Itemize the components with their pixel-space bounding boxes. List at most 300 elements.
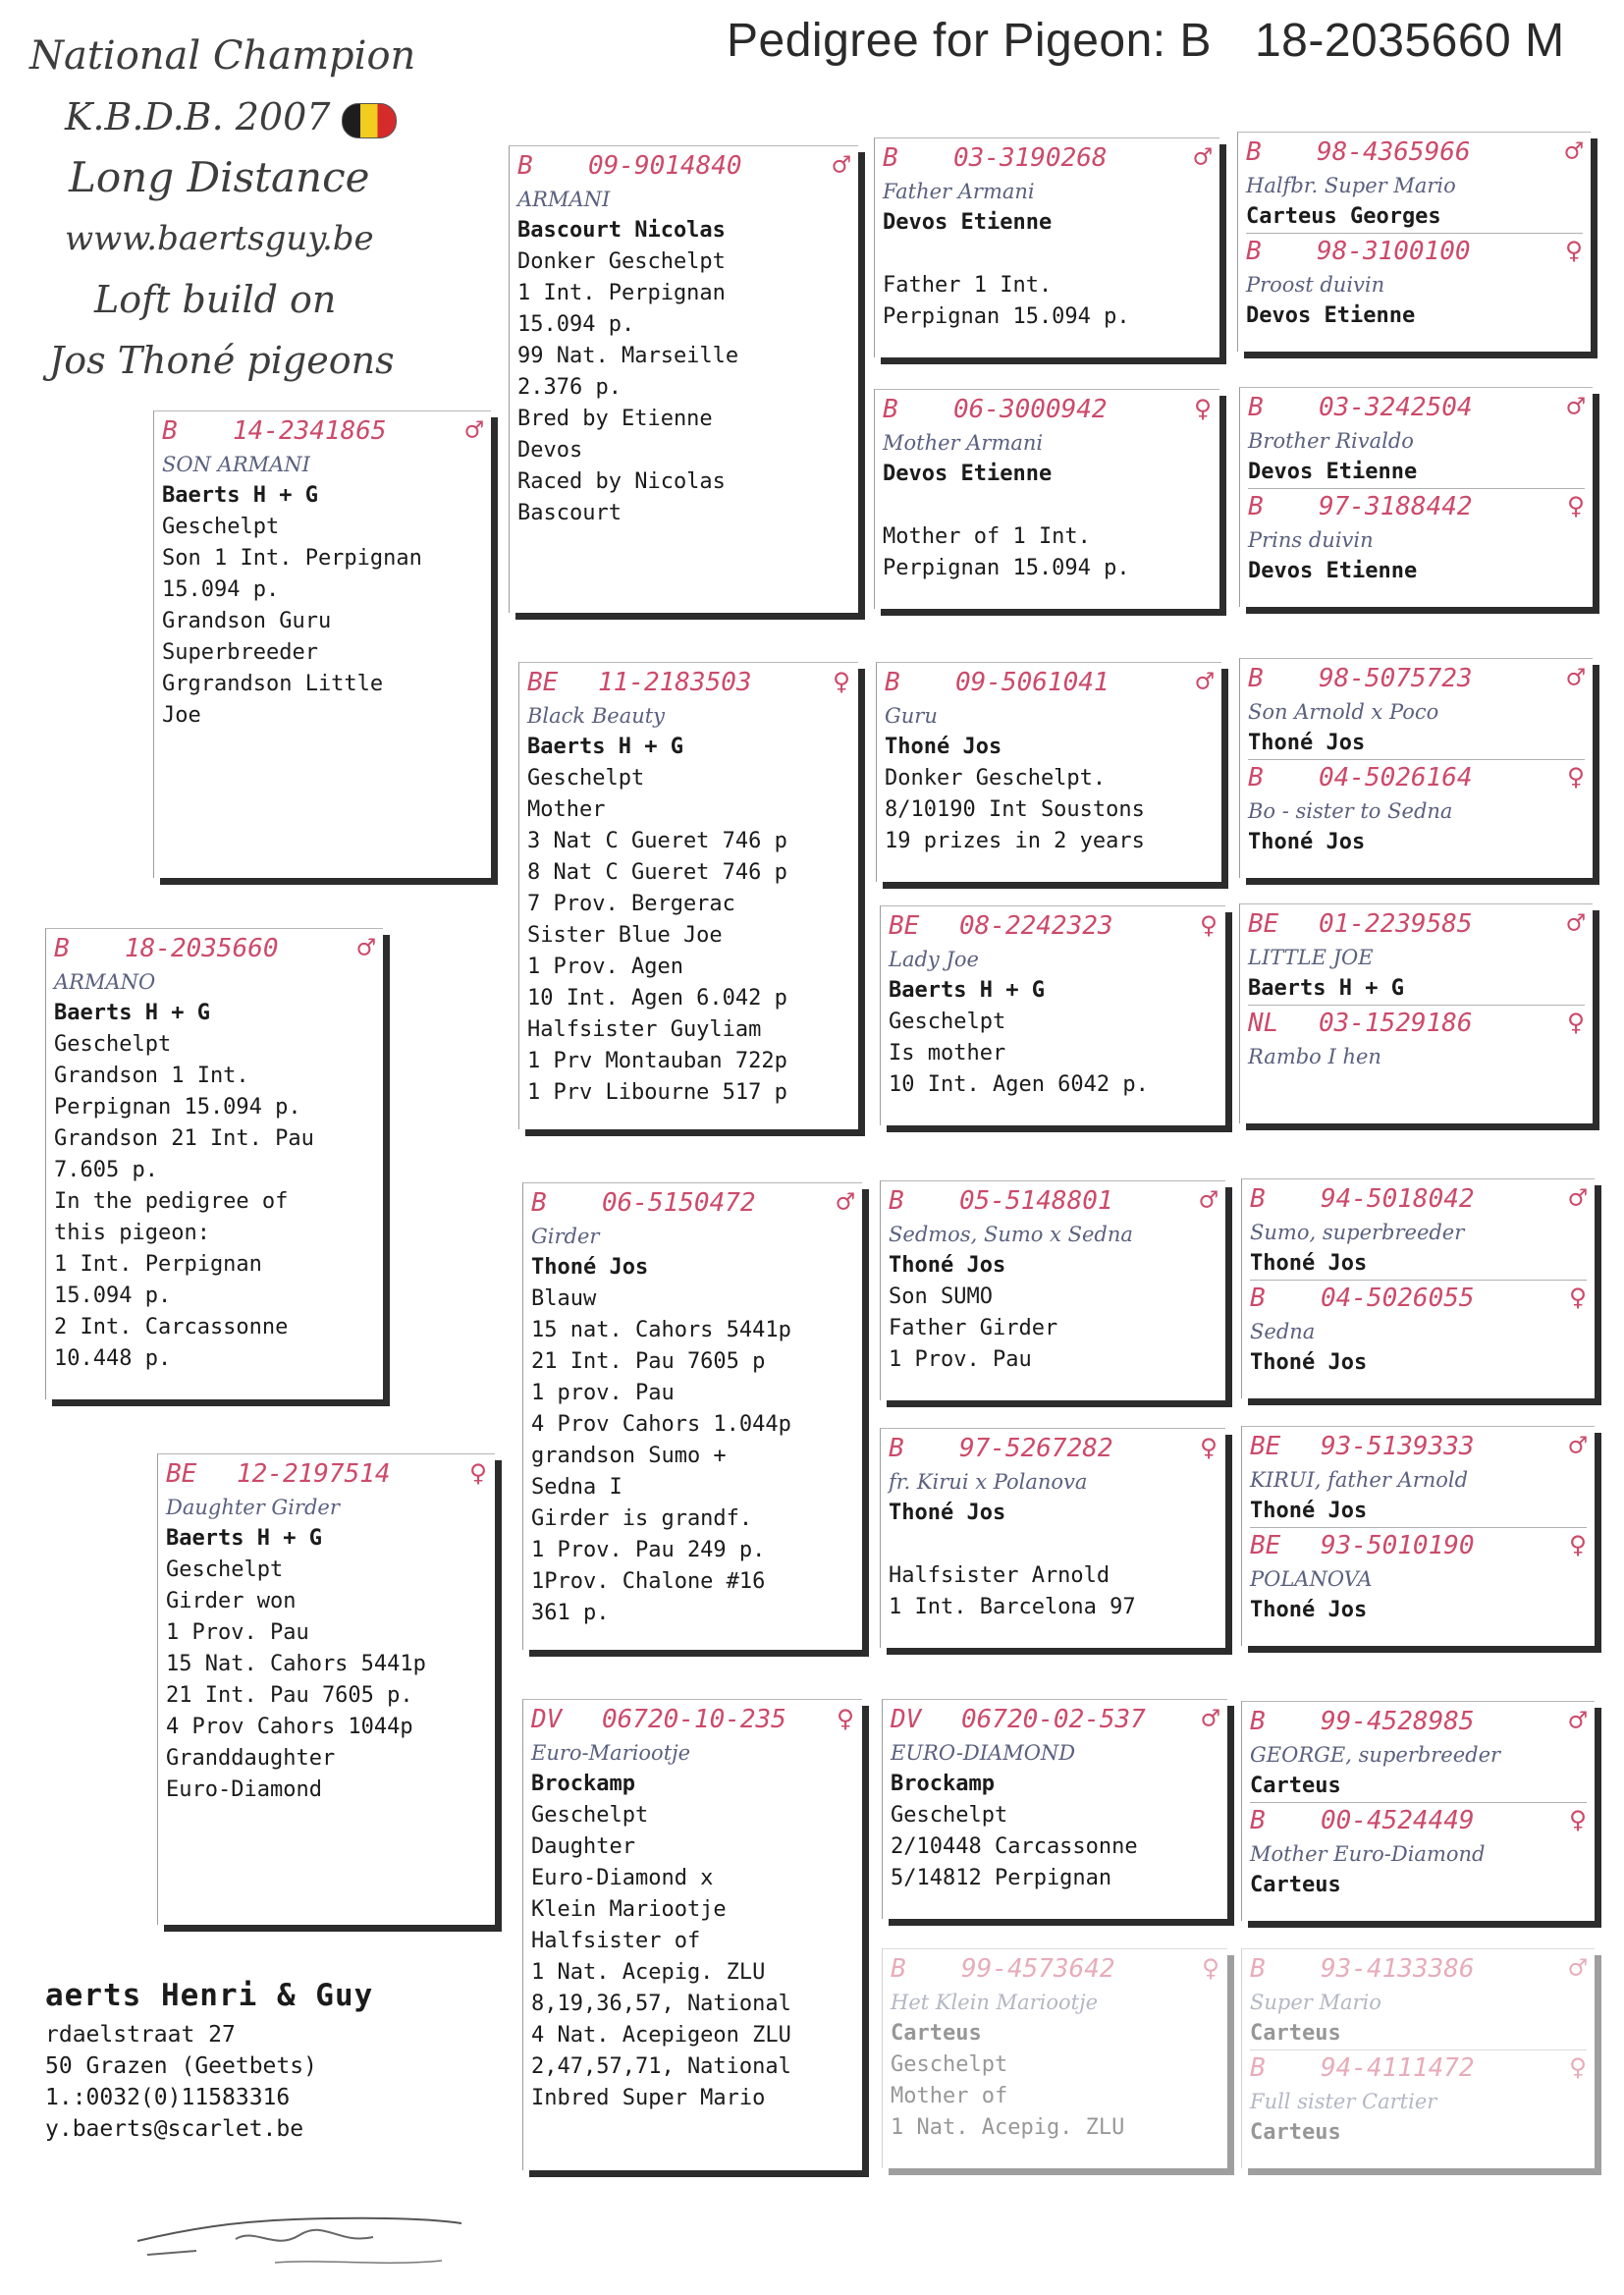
pigeon-name: Bo - sister to Sedna — [1248, 799, 1453, 823]
pigeon-ring-line — [1246, 234, 1583, 269]
footer-address — [45, 1972, 373, 2145]
pigeon-owner: Thoné Jos — [531, 1255, 649, 1280]
female-symbol-icon: ♀ — [1566, 489, 1585, 523]
male-symbol-icon: ♂ — [832, 148, 850, 183]
pigeon-info-line: Geschelpt — [162, 515, 280, 539]
pigeon-owner: Brockamp — [531, 1772, 635, 1796]
pigeon-info-line: Is mother — [889, 1041, 1006, 1066]
pigeon-info-line: 4 Prov Cahors 1044p — [166, 1715, 413, 1739]
country-code: B — [531, 1188, 547, 1218]
pigeon-card[interactable] — [1239, 903, 1593, 1123]
male-symbol-icon: ♂ — [356, 931, 375, 965]
ring-number: 05-5148801 — [959, 1186, 1113, 1216]
pigeon-info-line: 2/10448 Carcassonne — [891, 1834, 1138, 1859]
pigeon-ring-line — [527, 665, 850, 700]
pigeon-card[interactable] — [1241, 1701, 1595, 1921]
male-symbol-icon: ♂ — [1201, 1702, 1219, 1736]
pigeon-card[interactable] — [522, 1182, 862, 1650]
pigeon-info-line: Klein Mariootje — [531, 1897, 727, 1922]
female-symbol-icon: ♀ — [832, 665, 850, 699]
country-code: B — [889, 1434, 904, 1463]
female-symbol-icon: ♀ — [1199, 908, 1218, 943]
ring-number: 03-1529186 — [1319, 1009, 1473, 1038]
ring-number: 97-3188442 — [1319, 492, 1473, 521]
pigeon-info-line: 1Prov. Chalone #16 — [531, 1569, 766, 1594]
pigeon-ring-line — [891, 1702, 1219, 1737]
country-code: BE — [527, 668, 559, 697]
belgian-flag-icon — [342, 103, 397, 138]
title-text: Pedigree for Pigeon: B — [727, 15, 1212, 67]
pigeon-info-line — [883, 239, 1212, 270]
pigeon-info-line: Girder is grandf. — [531, 1506, 753, 1531]
pigeon-owner: Devos Etienne — [1246, 303, 1416, 328]
pigeon-info-line: Blauw — [531, 1286, 597, 1311]
country-code: NL — [1248, 1009, 1279, 1038]
pigeon-owner: Thoné Jos — [889, 1253, 1006, 1278]
branding-loft-build: Loft build on — [94, 278, 337, 321]
male-symbol-icon: ♂ — [1566, 661, 1585, 695]
male-symbol-icon: ♂ — [1195, 665, 1214, 699]
pigeon-card[interactable] — [1241, 1948, 1595, 2168]
pigeon-info-line: 1 Prov. Pau — [889, 1347, 1032, 1372]
pigeon-name: KIRUI, father Arnold — [1250, 1468, 1469, 1492]
branding-website-link[interactable]: www.baertsguy.be — [65, 219, 374, 258]
pigeon-info-line: Halfsister of — [531, 1929, 701, 1953]
pigeon-info-line: Sister Blue Joe — [527, 923, 723, 948]
pigeon-card[interactable] — [1241, 1426, 1595, 1646]
pigeon-ring-line — [885, 665, 1214, 700]
country-code: B — [1248, 664, 1264, 693]
female-symbol-icon: ♀ — [1568, 2050, 1587, 2085]
country-code: B — [1250, 1954, 1266, 1984]
branding-jos-thone: Jos Thoné pigeons — [49, 339, 395, 382]
pigeon-name: Brother Rivaldo — [1248, 429, 1414, 453]
title-ring-number: 18-2035660 M — [1254, 15, 1565, 67]
pigeon-info-line: 1 Prv Libourne 517 p — [527, 1080, 787, 1105]
pigeon-ring-line — [1248, 760, 1585, 795]
pigeon-name: Black Beauty — [527, 704, 666, 728]
pigeon-ring-line — [1250, 1429, 1587, 1464]
branding-block — [26, 26, 416, 391]
pigeon-owner: Brockamp — [891, 1772, 995, 1796]
pigeon-info-line: Sedna I — [531, 1475, 623, 1500]
pigeon-info-line — [889, 1529, 1218, 1560]
female-symbol-icon: ♀ — [1568, 1803, 1587, 1837]
female-symbol-icon: ♀ — [1566, 760, 1585, 794]
pigeon-card[interactable] — [874, 137, 1219, 357]
ring-number: 06720-02-537 — [961, 1705, 1146, 1734]
pigeon-card-sub — [1250, 1802, 1587, 1901]
pigeon-ring-line — [889, 1183, 1218, 1219]
pigeon-owner: Carteus — [1250, 2120, 1341, 2145]
pigeon-owner: Bascourt Nicolas — [517, 218, 726, 243]
pigeon-card-sub — [1246, 233, 1583, 332]
ring-number: 93-5139333 — [1321, 1432, 1475, 1461]
country-code: B — [1248, 492, 1264, 521]
pigeon-info-line: 1 Nat. Acepig. ZLU — [891, 2115, 1125, 2140]
ring-number: 09-5061041 — [955, 668, 1110, 697]
pigeon-info-line: In the pedigree of — [54, 1189, 289, 1214]
footer-owner-name: aerts Henri & Guy — [45, 1978, 374, 2013]
pigeon-name: Proost duivin — [1246, 273, 1385, 297]
footer-street: rdaelstraat 27 — [45, 2022, 236, 2048]
pigeon-owner: Carteus Georges — [1246, 204, 1441, 229]
pigeon-name: Daughter Girder — [166, 1496, 340, 1519]
pigeon-card[interactable] — [518, 662, 858, 1129]
pigeon-info-line: Inbred Super Mario — [531, 2086, 766, 2110]
pigeon-info-line: Mother of 1 Int. — [883, 524, 1091, 549]
pigeon-name: Euro-Mariootje — [531, 1741, 691, 1765]
ring-number: 98-5075723 — [1319, 664, 1473, 693]
pigeon-info-line: Donker Geschelpt — [517, 249, 726, 274]
country-code: B — [883, 395, 898, 424]
ring-number: 00-4524449 — [1321, 1806, 1475, 1835]
pigeon-info-line: 8 Nat C Gueret 746 p — [527, 860, 787, 885]
country-code: B — [1246, 137, 1262, 167]
female-symbol-icon: ♀ — [468, 1456, 487, 1491]
pigeon-info-line: 21 Int. Pau 7605 p. — [166, 1683, 413, 1708]
ring-number: 98-3100100 — [1317, 237, 1471, 266]
pigeon-card[interactable] — [1241, 1178, 1595, 1398]
pigeon-ring-line — [1248, 390, 1585, 425]
pigeon-ring-line — [162, 413, 483, 449]
country-code: BE — [1250, 1531, 1281, 1560]
pigeon-name: Full sister Cartier — [1250, 2090, 1437, 2113]
pigeon-info-line: 15.094 p. — [54, 1284, 172, 1308]
pigeon-name: Sedmos, Sumo x Sedna — [889, 1223, 1133, 1246]
female-symbol-icon: ♀ — [1199, 1431, 1218, 1465]
ring-number: 08-2242323 — [959, 911, 1113, 941]
female-symbol-icon: ♀ — [1568, 1281, 1587, 1315]
pigeon-info-line: Raced by Nicolas — [517, 469, 726, 494]
pigeon-info-line: 10.448 p. — [54, 1346, 172, 1371]
country-code: BE — [889, 911, 920, 941]
pigeon-info-line: grandson Sumo + — [531, 1444, 727, 1468]
pigeon-info-line: 10 Int. Agen 6042 p. — [889, 1072, 1149, 1097]
country-code: B — [1246, 237, 1262, 266]
ring-number: 01-2239585 — [1319, 909, 1473, 939]
country-code: B — [1248, 393, 1264, 422]
female-symbol-icon: ♀ — [1564, 234, 1583, 268]
pigeon-ring-line — [1250, 1528, 1587, 1563]
branding-national-champion: National Champion — [29, 33, 416, 79]
male-symbol-icon: ♂ — [1568, 1181, 1587, 1216]
female-symbol-icon: ♀ — [836, 1702, 854, 1736]
pigeon-info-line: 1 Prov. Pau 249 p. — [531, 1538, 766, 1562]
pigeon-info-line: Devos — [517, 438, 583, 463]
pigeon-info-line: 3 Nat C Gueret 746 p — [527, 829, 787, 853]
pigeon-card[interactable] — [1239, 658, 1593, 878]
pigeon-owner: Thoné Jos — [1250, 1598, 1368, 1622]
ring-number: 93-5010190 — [1321, 1531, 1475, 1560]
pigeon-info-line: Perpignan 15.094 p. — [883, 556, 1130, 580]
pigeon-name: SON ARMANI — [162, 453, 310, 476]
pigeon-ring-line — [1250, 1704, 1587, 1739]
country-code: B — [1250, 1184, 1266, 1214]
page-title — [727, 14, 1565, 68]
pigeon-name: ARMANI — [517, 188, 611, 211]
pigeon-ring-line — [1246, 135, 1583, 170]
ring-number: 99-4573642 — [961, 1954, 1115, 1984]
pigeon-card[interactable] — [522, 1699, 862, 2170]
pigeon-ring-line — [1250, 1951, 1587, 1987]
pigeon-info-line: Perpignan 15.094 p. — [883, 304, 1130, 329]
pigeon-ring-line — [531, 1185, 854, 1221]
pigeon-card-sub — [1250, 1527, 1587, 1626]
pigeon-info-line: Father 1 Int. — [883, 273, 1053, 298]
country-code: B — [54, 934, 70, 963]
pigeon-name: Prins duivin — [1248, 528, 1374, 552]
pigeon-info-line: Geschelpt — [54, 1032, 172, 1057]
pigeon-info-line: 21 Int. Pau 7605 p — [531, 1349, 766, 1374]
pigeon-owner: Thoné Jos — [889, 1501, 1006, 1525]
ring-number: 12-2197514 — [237, 1459, 391, 1489]
pigeon-owner: Baerts H + G — [527, 735, 683, 759]
pigeon-owner: Devos Etienne — [883, 210, 1053, 235]
footer-email[interactable]: y.baerts@scarlet.be — [45, 2116, 304, 2142]
pigeon-name: Father Armani — [883, 180, 1035, 203]
pigeon-info-line: Father Girder — [889, 1316, 1058, 1340]
pigeon-info-line: Bred by Etienne — [517, 407, 713, 431]
pigeon-owner: Thoné Jos — [1250, 1499, 1368, 1523]
pigeon-ring-line — [1250, 1803, 1587, 1838]
pigeon-info-line: 4 Prov Cahors 1.044p — [531, 1412, 791, 1437]
pigeon-name: Girder — [531, 1225, 600, 1248]
country-code: BE — [1250, 1432, 1281, 1461]
pigeon-info-line: Geschelpt — [166, 1557, 284, 1582]
pigeon-name: Super Mario — [1250, 1991, 1381, 2014]
pigeon-owner: Baerts H + G — [166, 1526, 322, 1551]
pigeon-ring-line — [1248, 661, 1585, 696]
pigeon-info-line: Grgrandson Little — [162, 672, 384, 696]
pigeon-name: POLANOVA — [1250, 1567, 1373, 1591]
pigeon-card[interactable] — [876, 662, 1221, 882]
pigeon-info-line: Halfsister Arnold — [889, 1563, 1110, 1588]
country-code: B — [885, 668, 900, 697]
pigeon-name: LITTLE JOE — [1248, 946, 1374, 969]
pigeon-card[interactable] — [45, 928, 383, 1399]
branding-long-distance: Long Distance — [69, 153, 370, 201]
male-symbol-icon: ♂ — [1568, 1704, 1587, 1738]
pigeon-info-line: 1 Int. Perpignan — [517, 281, 726, 305]
pigeon-info-line: Mother of — [891, 2084, 1008, 2108]
pigeon-info-line: Euro-Diamond — [166, 1777, 322, 1802]
male-symbol-icon: ♂ — [1568, 1429, 1587, 1463]
pigeon-info-line: 10 Int. Agen 6.042 p — [527, 986, 787, 1011]
pigeon-info-line: this pigeon: — [54, 1221, 210, 1245]
ring-number: 11-2183503 — [598, 668, 752, 697]
pigeon-ring-line — [1250, 1181, 1587, 1217]
pigeon-card[interactable] — [880, 1180, 1225, 1400]
pigeon-info-line: 2.376 p. — [517, 375, 622, 400]
pigeon-card[interactable] — [880, 905, 1225, 1125]
male-symbol-icon: ♂ — [1566, 906, 1585, 941]
pigeon-card-sub — [1248, 1005, 1585, 1072]
male-symbol-icon: ♂ — [1193, 140, 1212, 175]
pigeon-info-line: Bascourt — [517, 501, 622, 525]
pigeon-card-sub — [1248, 759, 1585, 858]
ring-number: 97-5267282 — [959, 1434, 1113, 1463]
pigeon-info-line: 7.605 p. — [54, 1158, 158, 1182]
country-code: B — [1250, 1284, 1266, 1313]
pigeon-owner: Carteus — [1250, 2021, 1341, 2046]
pigeon-owner: Carteus — [891, 2021, 982, 2046]
pigeon-info-line: Geschelpt — [889, 1010, 1006, 1034]
pigeon-info-line: 1 Prov. Agen — [527, 955, 683, 979]
pigeon-card[interactable] — [874, 389, 1219, 609]
pigeon-name: ARMANO — [54, 970, 156, 994]
female-symbol-icon: ♀ — [1193, 392, 1212, 426]
pigeon-owner: Baerts H + G — [54, 1001, 210, 1025]
male-symbol-icon: ♂ — [464, 413, 483, 448]
pigeon-info-line: 1 Int. Perpignan — [54, 1252, 262, 1277]
branding-kbdb-text: K.B.D.B. 2007 — [65, 95, 331, 138]
pigeon-info-line: Son 1 Int. Perpignan — [162, 546, 422, 571]
pigeon-info-line: 1 Int. Barcelona 97 — [889, 1595, 1136, 1619]
country-code: BE — [1248, 909, 1279, 939]
pigeon-ring-line — [517, 148, 850, 184]
pigeon-info-line: 15.094 p. — [162, 577, 280, 602]
pigeon-info-line: Perpignan 15.094 p. — [54, 1095, 301, 1120]
pigeon-name: Rambo I hen — [1248, 1045, 1381, 1068]
pigeon-info-line: Girder won — [166, 1589, 297, 1613]
pigeon-info-line: Geschelpt — [527, 766, 645, 791]
pigeon-info-line: 2 Int. Carcassonne — [54, 1315, 289, 1339]
ring-number: 06720-10-235 — [602, 1705, 786, 1734]
country-code: B — [889, 1186, 904, 1216]
pigeon-name: Sumo, superbreeder — [1250, 1221, 1465, 1244]
female-symbol-icon: ♀ — [1201, 1951, 1219, 1986]
pigeon-card[interactable] — [153, 410, 491, 878]
pigeon-ring-line — [54, 931, 375, 966]
pigeon-name: Mother Euro-Diamond — [1250, 1842, 1486, 1866]
ring-number: 04-5026055 — [1321, 1284, 1475, 1313]
ring-number: 18-2035660 — [125, 934, 279, 963]
pigeon-name: Son Arnold x Poco — [1248, 700, 1439, 724]
pigeon-owner: Baerts H + G — [162, 483, 318, 508]
pigeon-name: Lady Joe — [889, 948, 979, 971]
pigeon-info-line: 15 Nat. Cahors 5441p — [166, 1652, 426, 1676]
pigeon-info-line: Euro-Diamond x — [531, 1866, 714, 1890]
pigeon-owner: Thoné Jos — [1250, 1251, 1368, 1276]
pigeon-info-line: 1 prov. Pau — [531, 1381, 675, 1405]
pigeon-name: Mother Armani — [883, 431, 1044, 455]
female-symbol-icon: ♀ — [1566, 1006, 1585, 1040]
ring-number: 98-4365966 — [1317, 137, 1471, 167]
pigeon-name: GEORGE, superbreeder — [1250, 1743, 1501, 1767]
ring-number: 03-3242504 — [1319, 393, 1473, 422]
pigeon-info-line: 15 nat. Cahors 5441p — [531, 1318, 791, 1342]
pigeon-card[interactable] — [509, 145, 858, 613]
pigeon-card[interactable] — [882, 1699, 1227, 1919]
pigeon-info-line: 2,47,57,71, National — [531, 2054, 791, 2079]
pigeon-info-line — [883, 490, 1212, 521]
country-code: DV — [891, 1705, 922, 1734]
pigeon-owner: Devos Etienne — [1248, 460, 1418, 484]
country-code: BE — [166, 1459, 197, 1489]
country-code: B — [517, 151, 533, 181]
pigeon-owner: Carteus — [1250, 1873, 1341, 1897]
ring-number: 09-9014840 — [588, 151, 742, 181]
pigeon-info-line: 1 Prov. Pau — [166, 1620, 309, 1645]
ring-number: 94-5018042 — [1321, 1184, 1475, 1214]
pigeon-info-line: 4 Nat. Acepigeon ZLU — [531, 2023, 791, 2048]
ring-number: 14-2341865 — [233, 416, 387, 446]
pigeon-info-line: Joe — [162, 703, 201, 728]
pigeon-owner: Thoné Jos — [885, 735, 1002, 759]
pigeon-info-line: Geschelpt — [891, 2052, 1008, 2077]
pigeon-ring-line — [166, 1456, 487, 1492]
pigeon-info-line: Donker Geschelpt. — [885, 766, 1107, 791]
ring-number: 03-3190268 — [953, 143, 1108, 173]
pigeon-info-line: Halfsister Guyliam — [527, 1017, 762, 1042]
pigeon-owner: Devos Etienne — [1248, 559, 1418, 583]
ring-number: 06-5150472 — [602, 1188, 756, 1218]
pigeon-ring-line — [883, 140, 1212, 176]
pigeon-owner: Thoné Jos — [1248, 731, 1366, 755]
country-code: B — [1250, 1707, 1266, 1736]
pigeon-info-line: 8,19,36,57, National — [531, 1992, 791, 2016]
country-code: B — [1250, 1806, 1266, 1835]
pigeon-owner: Thoné Jos — [1248, 830, 1366, 854]
male-symbol-icon: ♂ — [1568, 1951, 1587, 1986]
pigeon-card[interactable] — [157, 1453, 495, 1925]
pigeon-card[interactable] — [880, 1428, 1225, 1648]
pigeon-name: fr. Kirui x Polanova — [889, 1470, 1088, 1494]
branding-kbdb — [26, 86, 408, 147]
pigeon-info-line: Superbreeder — [162, 640, 318, 665]
pigeon-info-line: 361 p. — [531, 1601, 610, 1625]
pigeon-ring-line — [1248, 489, 1585, 524]
pigeon-info-line: 7 Prov. Bergerac — [527, 892, 735, 916]
pigeon-name: EURO-DIAMOND — [891, 1741, 1076, 1765]
pigeon-owner: Baerts H + G — [1248, 976, 1404, 1001]
pigeon-info-line: 5/14812 Perpignan — [891, 1866, 1112, 1890]
pigeon-ring-line — [883, 392, 1212, 427]
pigeon-info-line: 99 Nat. Marseille — [517, 344, 739, 368]
pigeon-card-sub — [1250, 1280, 1587, 1379]
pigeon-name: Het Klein Mariootje — [891, 1991, 1099, 2014]
pigeon-name: Guru — [885, 704, 938, 728]
male-symbol-icon: ♂ — [1566, 390, 1585, 424]
pigeon-info-line: 15.094 p. — [517, 312, 635, 337]
pigeon-info-line: Grandson 1 Int. — [54, 1064, 249, 1088]
male-symbol-icon: ♂ — [1199, 1183, 1218, 1218]
country-code: DV — [531, 1705, 563, 1734]
pigeon-card[interactable] — [1237, 132, 1591, 352]
pigeon-card[interactable] — [1239, 387, 1593, 607]
pigeon-info-line: Grandson Guru — [162, 609, 332, 633]
ring-number: 06-3000942 — [953, 395, 1108, 424]
pigeon-info-line: Mother — [527, 797, 606, 822]
footer-phone: 1.:0032(0)11583316 — [45, 2085, 291, 2110]
pigeon-owner: Thoné Jos — [1250, 1350, 1368, 1375]
pigeon-ring-line — [1248, 906, 1585, 942]
pigeon-ring-line — [889, 1431, 1218, 1466]
pigeon-card[interactable] — [882, 1948, 1227, 2168]
pigeon-ring-line — [531, 1702, 854, 1737]
pigeon-ring-line — [889, 908, 1218, 944]
male-symbol-icon: ♂ — [836, 1185, 854, 1220]
male-symbol-icon: ♂ — [1564, 135, 1583, 169]
pigeon-owner: Carteus — [1250, 1774, 1341, 1798]
pigeon-ring-line — [1248, 1006, 1585, 1041]
pigeon-info-line: 8/10190 Int Soustons — [885, 797, 1145, 822]
pigeon-info-line: Daughter — [531, 1834, 635, 1859]
ring-number: 94-4111472 — [1321, 2053, 1475, 2083]
pigeon-owner: Baerts H + G — [889, 978, 1045, 1003]
pigeon-info-line: Granddaughter — [166, 1746, 336, 1771]
